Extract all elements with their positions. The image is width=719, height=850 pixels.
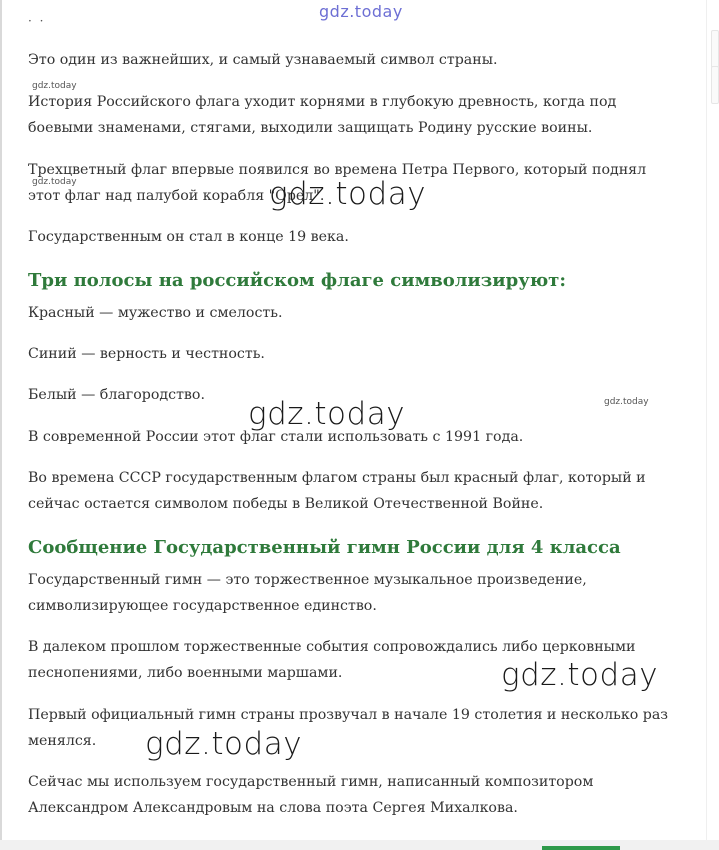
watermark-small: gdz.today	[604, 397, 649, 407]
watermark-large: gdz.today	[501, 657, 659, 693]
paragraph: История Российского флага уходит корнями в глубокую древность, когда под боевыми знаменами, стягами, выходили защищать Родину русские воины.	[28, 94, 617, 136]
watermark-small: gdz.today	[32, 177, 77, 187]
list-item: Белый — благородство.	[28, 387, 205, 403]
left-border	[0, 0, 2, 850]
section-heading-flag: Три полосы на российском флаге символизируют:	[28, 270, 566, 291]
paragraph: Сейчас мы используем государственный гимн, написанный композитором Александром Александровым на слова поэта Сергея Михалкова.	[28, 774, 594, 816]
gutter-handle[interactable]	[711, 30, 719, 68]
right-scroll-gutter[interactable]	[706, 0, 719, 850]
paragraph: Это один из важнейших, и самый узнаваемый символ страны.	[28, 52, 498, 68]
paragraph: Первый официальный гимн страны прозвучал в начале 19 столетия и несколько раз менялся.	[28, 707, 669, 749]
paragraph: В далеком прошлом торжественные события сопровождались либо церковными песнопениями, либо военными маршами.	[28, 639, 636, 681]
paragraph: Во времена СССР государственным флагом страны был красный флаг, который и сейчас остается символом победы в Великой Отечественной Войне.	[28, 470, 646, 512]
gutter-handle[interactable]	[711, 66, 719, 104]
footer-accent-tab[interactable]	[542, 846, 620, 850]
list-item: Красный — мужество и смелость.	[28, 305, 283, 321]
top-fragment: · ·	[28, 14, 46, 28]
watermark-large: gdz.today	[248, 396, 406, 432]
watermark-large: gdz.today	[269, 176, 427, 212]
paragraph: Трехцветный флаг впервые появился во времена Петра Первого, который поднял этот флаг над палубой корабля "Орел".	[28, 162, 647, 204]
section-heading-anthem: Сообщение Государственный гимн России для 4 класса	[28, 537, 621, 558]
paragraph: Государственным он стал в конце 19 века.	[28, 229, 349, 245]
watermark-small: gdz.today	[32, 81, 77, 91]
paragraph: Государственный гимн — это торжественное музыкальное произведение, символизирующее государственное единство.	[28, 572, 587, 614]
top-watermark: gdz.today	[319, 2, 403, 21]
list-item: Синий — верность и честность.	[28, 346, 265, 362]
watermark-large: gdz.today	[145, 726, 303, 762]
paragraph: В современной России этот флаг стали использовать с 1991 года.	[28, 429, 524, 445]
